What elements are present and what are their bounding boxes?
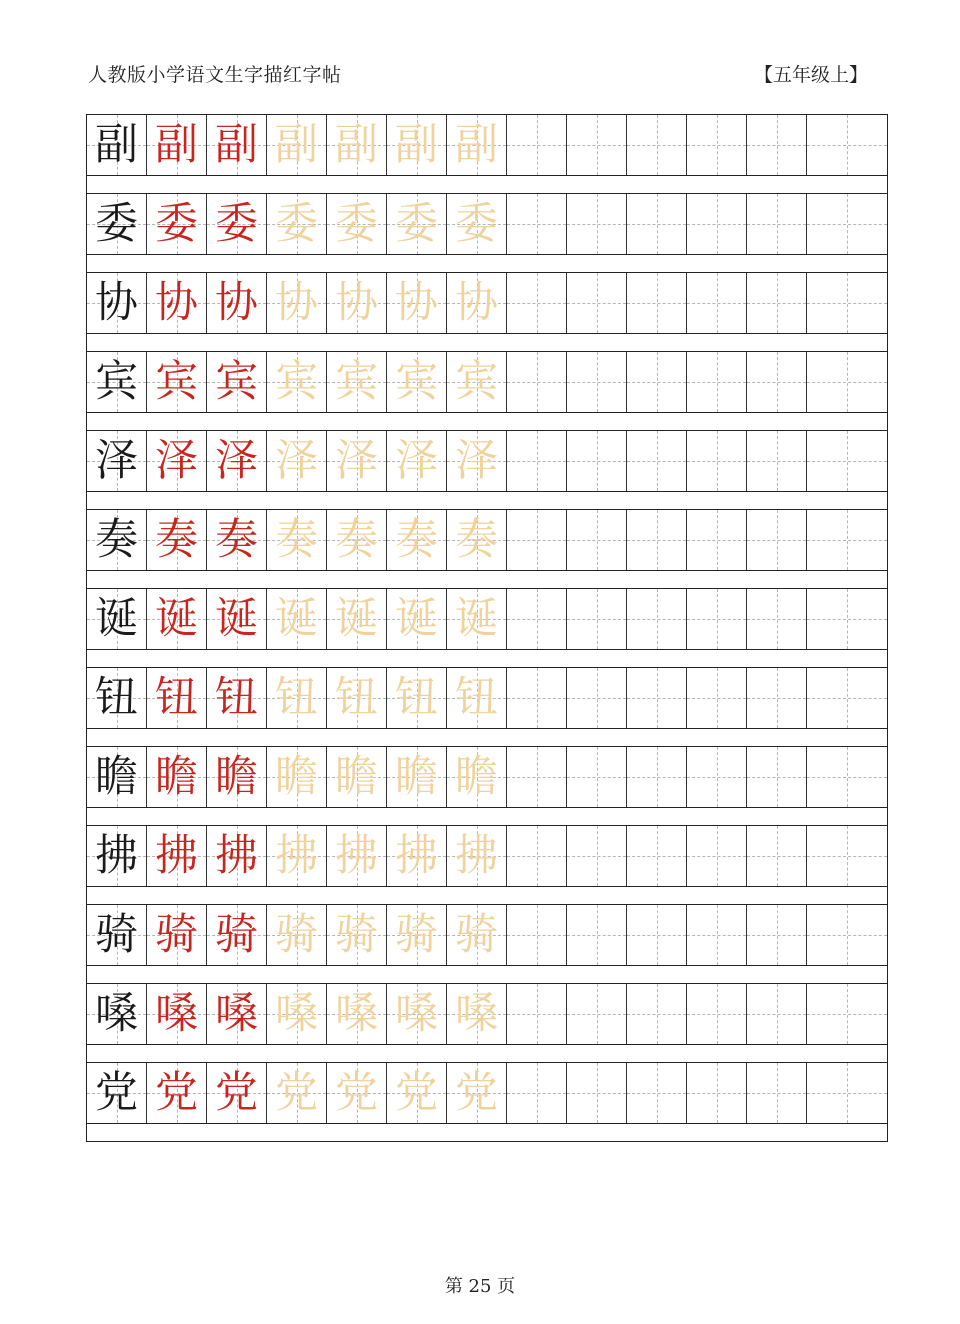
blank-practice-cell[interactable]	[807, 747, 887, 807]
blank-practice-cell[interactable]	[807, 194, 887, 254]
blank-practice-cell[interactable]	[687, 273, 747, 333]
trace-cell	[327, 273, 387, 333]
blank-practice-cell[interactable]	[507, 273, 567, 333]
blank-practice-cell[interactable]	[567, 747, 627, 807]
red-demo-cell-char: 副	[155, 119, 198, 170]
red-demo-cell-char: 协	[155, 277, 198, 328]
red-demo-cell	[147, 352, 207, 412]
red-demo-cell-char: 党	[155, 1067, 198, 1118]
blank-practice-cell[interactable]	[747, 1063, 807, 1123]
trace-cell	[447, 431, 507, 491]
blank-practice-cell[interactable]	[627, 510, 687, 570]
blank-practice-cell[interactable]	[747, 984, 807, 1044]
blank-practice-cell[interactable]	[627, 431, 687, 491]
red-demo-cell-char: 委	[215, 198, 258, 249]
trace-cell-char: 奏	[275, 514, 318, 565]
blank-practice-cell[interactable]	[627, 589, 687, 649]
model-cell	[87, 352, 147, 412]
trace-cell-char: 宾	[275, 356, 318, 407]
red-demo-cell-char: 宾	[215, 356, 258, 407]
trace-cell	[387, 747, 447, 807]
red-demo-cell-char: 副	[215, 119, 258, 170]
blank-practice-cell[interactable]	[507, 115, 567, 175]
trace-cell	[327, 747, 387, 807]
blank-practice-cell[interactable]	[567, 589, 627, 649]
trace-cell-char: 副	[275, 119, 318, 170]
blank-practice-cell[interactable]	[567, 984, 627, 1044]
practice-row	[87, 588, 887, 650]
trace-cell-char: 诞	[455, 593, 498, 644]
blank-practice-cell[interactable]	[507, 194, 567, 254]
trace-cell	[387, 115, 447, 175]
trace-cell-char: 嗓	[455, 988, 498, 1039]
model-cell-char: 诞	[95, 593, 138, 644]
trace-cell-char: 骑	[335, 909, 378, 960]
blank-practice-cell[interactable]	[507, 1063, 567, 1123]
model-cell	[87, 905, 147, 965]
blank-practice-cell[interactable]	[807, 115, 887, 175]
trace-cell-char: 协	[275, 277, 318, 328]
trace-cell	[267, 273, 327, 333]
trace-cell	[447, 984, 507, 1044]
row-spacer	[87, 413, 887, 430]
trace-cell	[447, 352, 507, 412]
row-spacer	[87, 729, 887, 746]
red-demo-cell-char: 瞻	[215, 751, 258, 802]
blank-practice-cell[interactable]	[567, 352, 627, 412]
trace-cell-char: 宾	[395, 356, 438, 407]
practice-row	[87, 193, 887, 255]
trace-cell	[327, 510, 387, 570]
trace-cell	[387, 589, 447, 649]
blank-practice-cell[interactable]	[507, 668, 567, 728]
red-demo-cell-char: 钮	[155, 672, 198, 723]
trace-cell	[447, 589, 507, 649]
page-number: 第 25 页	[444, 1276, 516, 1297]
blank-practice-cell[interactable]	[567, 115, 627, 175]
red-demo-cell-char: 嗓	[155, 988, 198, 1039]
red-demo-cell	[147, 194, 207, 254]
blank-practice-cell[interactable]	[807, 431, 887, 491]
red-demo-cell	[147, 431, 207, 491]
trace-cell	[327, 352, 387, 412]
blank-practice-cell[interactable]	[627, 115, 687, 175]
blank-practice-cell[interactable]	[807, 273, 887, 333]
practice-row	[87, 825, 887, 887]
trace-cell	[327, 431, 387, 491]
red-demo-cell-char: 拂	[215, 830, 258, 881]
trace-cell	[327, 984, 387, 1044]
trace-cell	[327, 1063, 387, 1123]
trace-cell-char: 委	[335, 198, 378, 249]
row-spacer	[87, 334, 887, 351]
red-demo-cell	[147, 273, 207, 333]
trace-cell-char: 钮	[455, 672, 498, 723]
blank-practice-cell[interactable]	[807, 352, 887, 412]
trace-cell	[267, 668, 327, 728]
row-spacer	[87, 571, 887, 588]
trace-cell	[267, 431, 327, 491]
red-demo-cell	[147, 747, 207, 807]
trace-cell-char: 拂	[275, 830, 318, 881]
trace-cell-char: 嗓	[395, 988, 438, 1039]
row-spacer	[87, 650, 887, 667]
trace-cell	[387, 826, 447, 886]
red-demo-cell-char: 骑	[155, 909, 198, 960]
blank-practice-cell[interactable]	[687, 510, 747, 570]
practice-row	[87, 983, 887, 1045]
trace-cell	[387, 352, 447, 412]
red-demo-cell	[147, 984, 207, 1044]
blank-practice-cell[interactable]	[627, 194, 687, 254]
trace-cell-char: 委	[455, 198, 498, 249]
trace-cell-char: 党	[275, 1067, 318, 1118]
trace-cell	[387, 984, 447, 1044]
blank-practice-cell[interactable]	[747, 510, 807, 570]
red-demo-cell-char: 泽	[215, 435, 258, 486]
blank-practice-cell[interactable]	[747, 194, 807, 254]
model-cell	[87, 510, 147, 570]
trace-cell-char: 宾	[335, 356, 378, 407]
blank-practice-cell[interactable]	[747, 668, 807, 728]
trace-cell-char: 瞻	[275, 751, 318, 802]
model-cell	[87, 984, 147, 1044]
trace-cell-char: 瞻	[335, 751, 378, 802]
blank-practice-cell[interactable]	[507, 589, 567, 649]
row-spacer	[87, 966, 887, 983]
blank-practice-cell[interactable]	[627, 826, 687, 886]
model-cell-char: 委	[95, 198, 138, 249]
red-demo-cell	[207, 668, 267, 728]
trace-cell	[387, 273, 447, 333]
red-demo-cell-char: 协	[215, 277, 258, 328]
trace-cell-char: 嗓	[275, 988, 318, 1039]
model-cell	[87, 747, 147, 807]
trace-cell	[327, 589, 387, 649]
trace-cell-char: 协	[335, 277, 378, 328]
red-demo-cell	[147, 115, 207, 175]
blank-practice-cell[interactable]	[687, 352, 747, 412]
trace-cell	[267, 352, 327, 412]
trace-cell-char: 骑	[275, 909, 318, 960]
practice-row	[87, 1062, 887, 1124]
blank-practice-cell[interactable]	[687, 984, 747, 1044]
model-cell-char: 钮	[95, 672, 138, 723]
red-demo-cell-char: 拂	[155, 830, 198, 881]
row-spacer	[87, 176, 887, 193]
trace-cell	[267, 1063, 327, 1123]
blank-practice-cell[interactable]	[567, 510, 627, 570]
blank-practice-cell[interactable]	[507, 431, 567, 491]
trace-cell-char: 奏	[395, 514, 438, 565]
model-cell-char: 党	[95, 1067, 138, 1118]
trace-cell-char: 拂	[395, 830, 438, 881]
blank-practice-cell[interactable]	[567, 905, 627, 965]
practice-row	[87, 667, 887, 729]
trace-cell-char: 协	[395, 277, 438, 328]
practice-row	[87, 430, 887, 492]
trace-cell-char: 瞻	[395, 751, 438, 802]
red-demo-cell	[147, 668, 207, 728]
trace-cell-char: 瞻	[455, 751, 498, 802]
blank-practice-cell[interactable]	[507, 352, 567, 412]
practice-row	[87, 904, 887, 966]
model-cell	[87, 668, 147, 728]
trace-cell-char: 诞	[335, 593, 378, 644]
model-cell	[87, 1063, 147, 1123]
red-demo-cell	[147, 589, 207, 649]
trace-cell-char: 泽	[455, 435, 498, 486]
blank-practice-cell[interactable]	[807, 510, 887, 570]
trace-cell-char: 钮	[395, 672, 438, 723]
red-demo-cell	[207, 431, 267, 491]
trace-cell-char: 党	[335, 1067, 378, 1118]
trace-cell	[447, 826, 507, 886]
model-cell	[87, 589, 147, 649]
blank-practice-cell[interactable]	[687, 826, 747, 886]
trace-cell-char: 协	[455, 277, 498, 328]
trace-cell-char: 骑	[395, 909, 438, 960]
red-demo-cell-char: 诞	[215, 593, 258, 644]
blank-practice-cell[interactable]	[747, 747, 807, 807]
trace-cell	[387, 1063, 447, 1123]
red-demo-cell	[207, 1063, 267, 1123]
red-demo-cell	[147, 1063, 207, 1123]
trace-cell-char: 副	[335, 119, 378, 170]
trace-cell-char: 拂	[335, 830, 378, 881]
trace-cell	[267, 510, 327, 570]
row-spacer	[87, 887, 887, 904]
trace-cell-char: 委	[395, 198, 438, 249]
blank-practice-cell[interactable]	[687, 1063, 747, 1123]
model-cell	[87, 826, 147, 886]
blank-practice-cell[interactable]	[567, 431, 627, 491]
trace-cell-char: 奏	[335, 514, 378, 565]
practice-row	[87, 272, 887, 334]
model-cell-char: 拂	[95, 830, 138, 881]
model-cell-char: 泽	[95, 435, 138, 486]
practice-row	[87, 746, 887, 808]
red-demo-cell	[207, 905, 267, 965]
model-cell	[87, 273, 147, 333]
trace-cell	[387, 194, 447, 254]
blank-practice-cell[interactable]	[747, 352, 807, 412]
blank-practice-cell[interactable]	[747, 589, 807, 649]
trace-cell	[447, 905, 507, 965]
red-demo-cell	[147, 905, 207, 965]
red-demo-cell	[207, 589, 267, 649]
blank-practice-cell[interactable]	[687, 115, 747, 175]
red-demo-cell-char: 奏	[215, 514, 258, 565]
trace-cell	[267, 589, 327, 649]
trace-cell-char: 泽	[395, 435, 438, 486]
blank-practice-cell[interactable]	[507, 826, 567, 886]
trace-cell	[267, 194, 327, 254]
trace-cell-char: 嗓	[335, 988, 378, 1039]
blank-practice-cell[interactable]	[507, 747, 567, 807]
practice-row	[87, 351, 887, 413]
red-demo-cell	[207, 747, 267, 807]
trace-cell	[267, 984, 327, 1044]
blank-practice-cell[interactable]	[627, 273, 687, 333]
blank-practice-cell[interactable]	[687, 905, 747, 965]
model-cell-char: 副	[95, 119, 138, 170]
red-demo-cell-char: 委	[155, 198, 198, 249]
blank-practice-cell[interactable]	[687, 431, 747, 491]
trace-cell-char: 宾	[455, 356, 498, 407]
red-demo-cell	[207, 115, 267, 175]
row-spacer	[87, 492, 887, 509]
blank-practice-cell[interactable]	[567, 826, 627, 886]
red-demo-cell-char: 党	[215, 1067, 258, 1118]
model-cell-char: 奏	[95, 514, 138, 565]
trace-cell-char: 副	[455, 119, 498, 170]
trace-cell-char: 委	[275, 198, 318, 249]
blank-practice-cell[interactable]	[567, 194, 627, 254]
blank-practice-cell[interactable]	[807, 826, 887, 886]
trace-cell	[327, 905, 387, 965]
blank-practice-cell[interactable]	[627, 905, 687, 965]
row-spacer	[87, 1045, 887, 1062]
blank-practice-cell[interactable]	[567, 668, 627, 728]
trace-cell	[447, 747, 507, 807]
trace-cell	[267, 905, 327, 965]
blank-practice-cell[interactable]	[807, 668, 887, 728]
blank-practice-cell[interactable]	[747, 826, 807, 886]
header-title: 人教版小学语文生字描红字帖	[88, 64, 342, 86]
trace-cell	[267, 826, 327, 886]
trace-cell	[327, 826, 387, 886]
blank-practice-cell[interactable]	[567, 273, 627, 333]
trace-cell-char: 骑	[455, 909, 498, 960]
trace-cell	[387, 668, 447, 728]
trace-cell-char: 党	[455, 1067, 498, 1118]
blank-practice-cell[interactable]	[627, 984, 687, 1044]
practice-row	[87, 509, 887, 571]
row-spacer	[87, 808, 887, 825]
model-cell	[87, 194, 147, 254]
trace-cell	[387, 431, 447, 491]
model-cell-char: 骑	[95, 909, 138, 960]
blank-practice-cell[interactable]	[687, 589, 747, 649]
trace-cell	[447, 510, 507, 570]
blank-practice-cell[interactable]	[687, 668, 747, 728]
red-demo-cell	[207, 984, 267, 1044]
blank-practice-cell[interactable]	[747, 905, 807, 965]
trace-cell-char: 诞	[275, 593, 318, 644]
model-cell-char: 瞻	[95, 751, 138, 802]
model-cell	[87, 115, 147, 175]
trace-cell	[387, 510, 447, 570]
blank-practice-cell[interactable]	[687, 747, 747, 807]
model-cell-char: 宾	[95, 356, 138, 407]
red-demo-cell	[147, 510, 207, 570]
trace-cell	[387, 905, 447, 965]
trace-cell	[447, 194, 507, 254]
red-demo-cell	[207, 273, 267, 333]
red-demo-cell	[147, 826, 207, 886]
red-demo-cell	[207, 510, 267, 570]
blank-practice-cell[interactable]	[747, 273, 807, 333]
trace-cell	[447, 1063, 507, 1123]
blank-practice-cell[interactable]	[507, 984, 567, 1044]
red-demo-cell-char: 宾	[155, 356, 198, 407]
blank-practice-cell[interactable]	[807, 589, 887, 649]
trace-cell-char: 奏	[455, 514, 498, 565]
blank-practice-cell[interactable]	[507, 510, 567, 570]
blank-practice-cell[interactable]	[807, 1063, 887, 1123]
trace-cell-char: 泽	[275, 435, 318, 486]
model-cell-char: 嗓	[95, 988, 138, 1039]
red-demo-cell-char: 嗓	[215, 988, 258, 1039]
trace-cell	[327, 194, 387, 254]
blank-practice-cell[interactable]	[747, 115, 807, 175]
trace-cell	[267, 747, 327, 807]
row-spacer	[87, 1124, 887, 1142]
trace-cell	[447, 115, 507, 175]
blank-practice-cell[interactable]	[627, 747, 687, 807]
trace-cell-char: 泽	[335, 435, 378, 486]
trace-cell-char: 拂	[455, 830, 498, 881]
trace-cell	[267, 115, 327, 175]
red-demo-cell	[207, 826, 267, 886]
blank-practice-cell[interactable]	[627, 668, 687, 728]
trace-cell	[327, 115, 387, 175]
red-demo-cell-char: 泽	[155, 435, 198, 486]
trace-cell	[447, 668, 507, 728]
header-grade: 【五年级上】	[753, 64, 868, 86]
red-demo-cell-char: 钮	[215, 672, 258, 723]
red-demo-cell-char: 骑	[215, 909, 258, 960]
trace-cell-char: 副	[395, 119, 438, 170]
blank-practice-cell[interactable]	[627, 1063, 687, 1123]
model-cell-char: 协	[95, 277, 138, 328]
red-demo-cell	[207, 352, 267, 412]
trace-cell-char: 钮	[335, 672, 378, 723]
red-demo-cell-char: 诞	[155, 593, 198, 644]
blank-practice-cell[interactable]	[567, 1063, 627, 1123]
trace-cell-char: 党	[395, 1067, 438, 1118]
blank-practice-cell[interactable]	[747, 431, 807, 491]
blank-practice-cell[interactable]	[807, 905, 887, 965]
blank-practice-cell[interactable]	[687, 194, 747, 254]
red-demo-cell	[207, 194, 267, 254]
trace-cell-char: 诞	[395, 593, 438, 644]
blank-practice-cell[interactable]	[507, 905, 567, 965]
trace-cell	[327, 668, 387, 728]
practice-sheet	[86, 114, 888, 1142]
trace-cell	[447, 273, 507, 333]
blank-practice-cell[interactable]	[627, 352, 687, 412]
model-cell	[87, 431, 147, 491]
trace-cell-char: 钮	[275, 672, 318, 723]
red-demo-cell-char: 奏	[155, 514, 198, 565]
blank-practice-cell[interactable]	[807, 984, 887, 1044]
red-demo-cell-char: 瞻	[155, 751, 198, 802]
practice-row	[87, 114, 887, 176]
row-spacer	[87, 255, 887, 272]
